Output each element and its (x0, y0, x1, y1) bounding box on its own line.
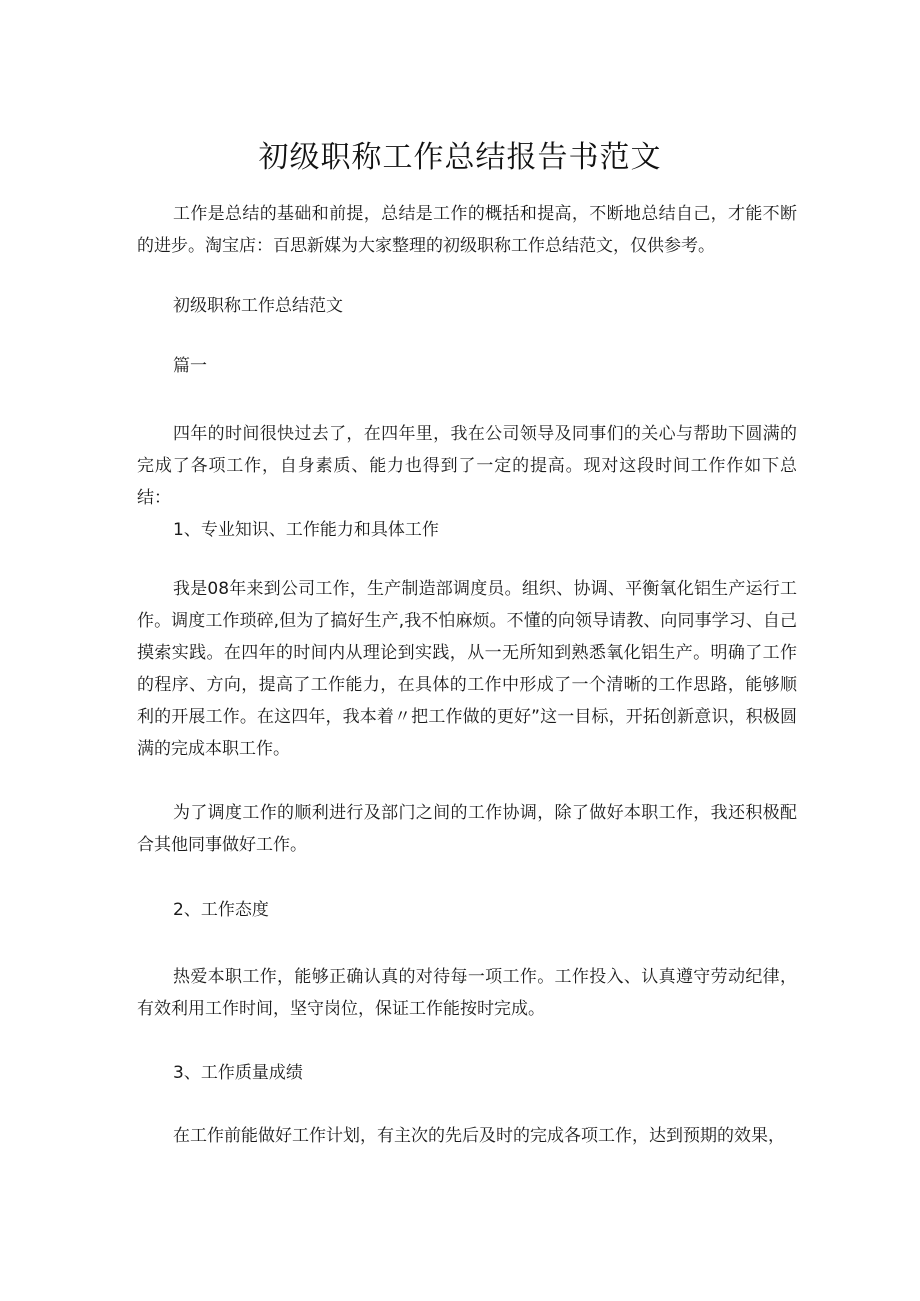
body-paragraph: 热爱本职工作，能够正确认真的对待每一项工作。工作投入、认真遵守劳动纪律，有效利用工作时间，坚守岗位，保证工作能按时完成。 (137, 967, 797, 1019)
intro-paragraph: 工作是总结的基础和前提，总结是工作的概括和提高，不断地总结自己，才能不断的进步。淘宝店：百思新媒为大家整理的初级职称工作总结范文，仅供参考。 (137, 204, 797, 256)
numbered-heading: 3、工作质量成绩 (173, 1063, 303, 1083)
body-paragraph: 在工作前能做好工作计划，有主次的先后及时的完成各项工作，达到预期的效果， (173, 1126, 785, 1146)
body-paragraph: 为了调度工作的顺利进行及部门之间的工作协调，除了做好本职工作，我还积极配合其他同事做好工作。 (137, 803, 797, 855)
chapter-label: 篇一 (173, 356, 207, 376)
document-title: 初级职称工作总结报告书范文 (258, 140, 662, 175)
numbered-heading: 2、工作态度 (173, 900, 269, 920)
body-paragraph: 四年的时间很快过去了，在四年里，我在公司领导及同事们的关心与帮助下圆满的完成了各项工作，自身素质、能力也得到了一定的提高。现对这段时间工作作如下总结： (137, 424, 797, 508)
numbered-heading: 1、专业知识、工作能力和具体工作 (173, 520, 439, 540)
section-heading: 初级职称工作总结范文 (173, 296, 343, 316)
body-paragraph: 我是08年来到公司工作，生产制造部调度员。组织、协调、平衡氧化铝生产运行工作。调度工作琐碎,但为了搞好生产,我不怕麻烦。不懂的向领导请教、向同事学习、自己摸索实践。在四年的时间内从理论到实践，从一无所知到熟悉氧化铝生产。明确了工作的程序、方向，提高了工作能力，在具体的工作中形成了一个清晰的工作思路，能够顺利的开展工作。在这四年，我本着〃把工作做的更好”这一目标，开拓创新意识，积极圆满的完成本职工作。 (137, 579, 797, 759)
